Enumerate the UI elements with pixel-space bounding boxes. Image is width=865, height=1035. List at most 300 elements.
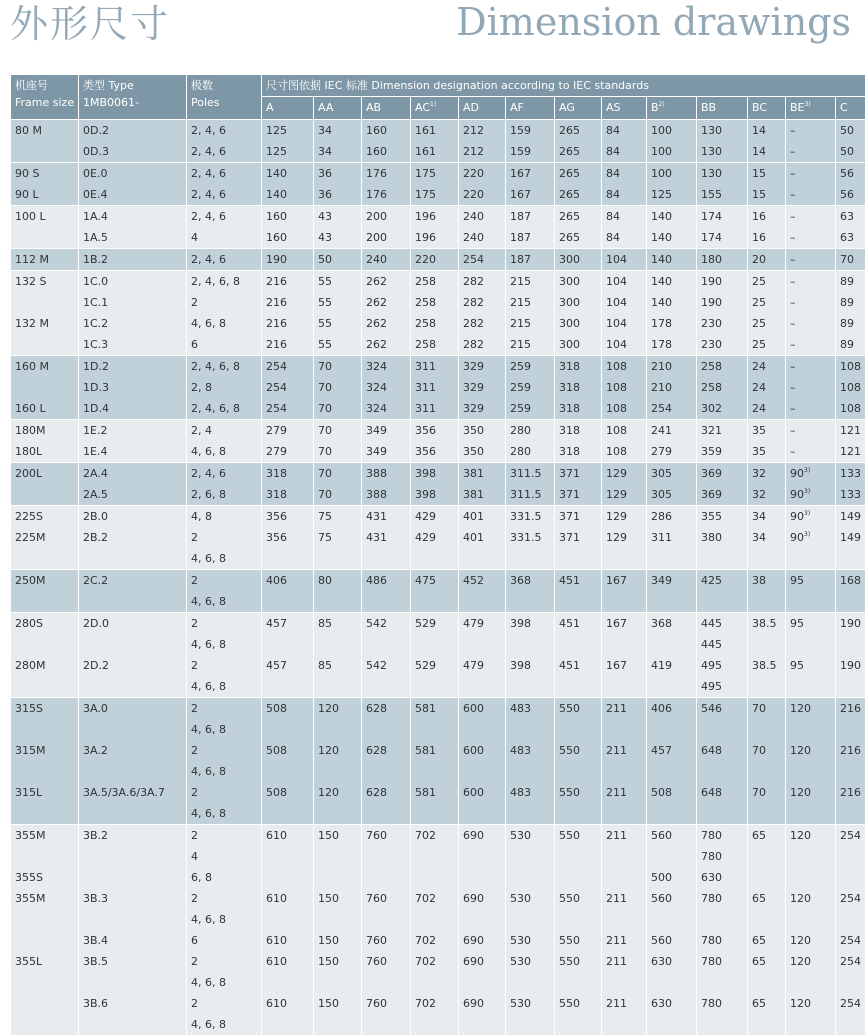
dimension-cell-ag <box>555 249 602 271</box>
dimension-value: 55 <box>318 275 332 288</box>
dimension-value: 100 <box>651 124 672 137</box>
dimension-cell-a <box>262 227 314 249</box>
table-row <box>11 1014 865 1035</box>
dimension-value: 318 <box>559 381 580 394</box>
page-title-chinese: 外形尺寸 <box>10 0 170 48</box>
dimension-cell-ab <box>362 506 411 528</box>
dimension-value: 282 <box>463 317 484 330</box>
type-cell <box>79 1014 187 1035</box>
dimension-cell-ag <box>555 740 602 761</box>
dimension-cell-b <box>647 249 697 271</box>
frame-size-cell: 315M <box>11 740 79 761</box>
dimension-value: 630 <box>651 955 672 968</box>
dimension-cell-af <box>506 206 555 228</box>
dimension-cell-c <box>836 951 865 972</box>
dimension-cell-ad <box>459 206 506 228</box>
type-cell <box>79 846 187 867</box>
dimension-value: 20 <box>752 253 766 266</box>
dimension-value: 15 <box>752 167 766 180</box>
dimension-value: 167 <box>606 617 627 630</box>
dimension-cell-as <box>602 761 647 782</box>
dimension-value: 258 <box>701 381 722 394</box>
dimension-value: 311.5 <box>510 488 542 501</box>
dimension-value: 240 <box>463 210 484 223</box>
frame-size-cell: 315S <box>11 698 79 720</box>
poles-cell: 2, 4, 6, 8 <box>187 271 262 293</box>
dimension-value: 550 <box>559 934 580 947</box>
dimension-value: 321 <box>701 424 722 437</box>
dimension-value: 311.5 <box>510 467 542 480</box>
type-cell: 3B.5 <box>79 951 187 972</box>
dimension-cell-be <box>786 655 836 676</box>
dimension-cell-af <box>506 570 555 592</box>
dimension-value: 452 <box>463 574 484 587</box>
dimension-cell-ag <box>555 591 602 613</box>
dimension-cell-bb <box>697 993 748 1014</box>
dimension-cell-ad <box>459 698 506 720</box>
dimension-value: 529 <box>415 659 436 672</box>
dimension-cell-ac <box>411 888 459 909</box>
dimension-cell-a <box>262 591 314 613</box>
dimension-value: 70 <box>318 360 332 373</box>
dimension-cell-be <box>786 676 836 698</box>
dimension-value: 431 <box>366 510 387 523</box>
dimension-value: 380 <box>701 531 722 544</box>
dimension-cell-ad <box>459 1014 506 1035</box>
column-header-as <box>602 97 647 120</box>
table-row <box>11 740 865 761</box>
dimension-cell-ac <box>411 313 459 334</box>
dimension-value: 530 <box>510 892 531 905</box>
dimension-cell-c <box>836 441 865 463</box>
dimension-value: 167 <box>510 167 531 180</box>
poles-header <box>187 75 262 120</box>
dimension-value: 254 <box>840 997 861 1010</box>
dimension-cell-a <box>262 184 314 206</box>
column-header-label: BB <box>701 101 716 114</box>
dimension-cell-bb <box>697 249 748 271</box>
dimension-value: 254 <box>840 955 861 968</box>
dimension-cell-ag <box>555 120 602 142</box>
dimension-value: 38.5 <box>752 617 777 630</box>
dimension-cell-bc <box>748 613 786 635</box>
dimension-value: 254 <box>266 381 287 394</box>
dimension-cell-as <box>602 591 647 613</box>
dimension-value: 282 <box>463 275 484 288</box>
dimension-cell-c <box>836 527 865 548</box>
dimension-cell-a <box>262 613 314 635</box>
dimension-value: 431 <box>366 531 387 544</box>
dimension-value: 282 <box>463 338 484 351</box>
dimension-cell-bc <box>748 634 786 655</box>
column-header-label: BE <box>790 101 805 114</box>
dimension-cell-af <box>506 420 555 442</box>
dimension-cell-b <box>647 227 697 249</box>
column-header-label: C <box>840 101 848 114</box>
poles-cell: 2, 4, 6 <box>187 184 262 206</box>
dimension-cell-aa <box>314 782 362 803</box>
frame-size-cell: 132 S <box>11 271 79 293</box>
dimension-value: 84 <box>606 145 620 158</box>
dimension-value: 550 <box>559 955 580 968</box>
type-cell: 1A.5 <box>79 227 187 249</box>
dimension-cell-a <box>262 782 314 803</box>
dimension-value: 240 <box>463 231 484 244</box>
dimension-cell-as <box>602 909 647 930</box>
frame-group <box>11 825 865 1035</box>
dimension-cell-be <box>786 141 836 163</box>
dimension-value: 324 <box>366 402 387 415</box>
column-header-ag <box>555 97 602 120</box>
dimension-value: 120 <box>318 744 339 757</box>
dimension-value: 178 <box>651 338 672 351</box>
dimension-value: – <box>790 402 796 415</box>
table-row <box>11 570 865 592</box>
dimension-cell-aa <box>314 951 362 972</box>
dimension-cell-ac <box>411 676 459 698</box>
dimension-value: 178 <box>651 317 672 330</box>
poles-cell: 4, 6, 8 <box>187 634 262 655</box>
type-cell: 2B.0 <box>79 506 187 528</box>
dimension-cell-b <box>647 846 697 867</box>
dimension-cell-af <box>506 1014 555 1035</box>
dimension-value: 80 <box>318 574 332 587</box>
dimension-value: 220 <box>463 188 484 201</box>
dimension-value: 780 <box>701 892 722 905</box>
table-row <box>11 803 865 825</box>
dimension-cell-aa <box>314 591 362 613</box>
dimension-cell-a <box>262 909 314 930</box>
dimension-cell-c <box>836 484 865 506</box>
dimension-cell-a <box>262 206 314 228</box>
dimension-cell-af <box>506 846 555 867</box>
dimension-value: 240 <box>366 253 387 266</box>
dimension-value: 70 <box>318 467 332 480</box>
frame-size-cell: 112 M <box>11 249 79 271</box>
dimension-cell-be <box>786 398 836 420</box>
dimension-cell-aa <box>314 398 362 420</box>
dimension-cell-ab <box>362 655 411 676</box>
dimension-value: 690 <box>463 892 484 905</box>
dimension-cell-ad <box>459 972 506 993</box>
dimension-cell-a <box>262 761 314 782</box>
type-cell: 0E.0 <box>79 163 187 185</box>
table-row <box>11 676 865 698</box>
dimension-value: 530 <box>510 955 531 968</box>
dimension-value: 401 <box>463 510 484 523</box>
table-row <box>11 825 865 847</box>
table-row <box>11 141 865 163</box>
poles-cell: 2 <box>187 613 262 635</box>
dimension-cell-ab <box>362 271 411 293</box>
dimension-cell-be <box>786 719 836 740</box>
dimension-value: 369 <box>701 467 722 480</box>
table-row <box>11 548 865 570</box>
dimension-cell-bc <box>748 930 786 951</box>
dimension-cell-c <box>836 993 865 1014</box>
dimension-cell-ag <box>555 163 602 185</box>
dimension-cell-ac <box>411 334 459 356</box>
dimension-cell-as <box>602 292 647 313</box>
dimension-cell-ag <box>555 655 602 676</box>
table-row <box>11 867 865 888</box>
column-header-label: AG <box>559 101 575 114</box>
column-header-be <box>786 97 836 120</box>
dimension-cell-aa <box>314 249 362 271</box>
column-header-ac <box>411 97 459 120</box>
dimension-value: 356 <box>266 531 287 544</box>
dimension-cell-c <box>836 761 865 782</box>
dimension-cell-b <box>647 420 697 442</box>
dimension-value: 125 <box>266 124 287 137</box>
dimension-value: 120 <box>790 702 811 715</box>
poles-cell: 2, 6, 8 <box>187 484 262 506</box>
poles-cell: 2 <box>187 782 262 803</box>
dimension-cell-bb <box>697 441 748 463</box>
frame-group <box>11 356 865 420</box>
column-header-bc <box>748 97 786 120</box>
dimension-cell-as <box>602 846 647 867</box>
frame-size-cell <box>11 227 79 249</box>
dimension-value: 100 <box>651 145 672 158</box>
dimension-cell-c <box>836 888 865 909</box>
dimension-cell-as <box>602 719 647 740</box>
dimension-cell-bb <box>697 803 748 825</box>
dimension-value: 368 <box>510 574 531 587</box>
dimension-cell-aa <box>314 484 362 506</box>
dimension-value: 311 <box>415 402 436 415</box>
dimension-value: 259 <box>510 360 531 373</box>
dimension-value: 125 <box>266 145 287 158</box>
dimension-cell-c <box>836 740 865 761</box>
dimension-cell-ab <box>362 377 411 398</box>
frame-size-cell <box>11 972 79 993</box>
dimension-cell-ac <box>411 292 459 313</box>
dimension-value: 475 <box>415 574 436 587</box>
dimension-value: 90 <box>790 531 804 544</box>
dimension-cell-ab <box>362 227 411 249</box>
dimension-value: 690 <box>463 955 484 968</box>
dimension-cell-bb <box>697 463 748 485</box>
type-cell: 3A.5/3A.6/3A.7 <box>79 782 187 803</box>
dimension-value: 120 <box>790 892 811 905</box>
dimension-value: 38.5 <box>752 659 777 672</box>
dimension-value: 120 <box>790 997 811 1010</box>
dimension-cell-ad <box>459 527 506 548</box>
dimension-cell-ab <box>362 484 411 506</box>
dimension-cell-b <box>647 888 697 909</box>
dimension-value: 780 <box>701 955 722 968</box>
type-header <box>79 75 187 120</box>
dimension-value: 610 <box>266 955 287 968</box>
type-cell: 2B.2 <box>79 527 187 548</box>
frame-size-cell: 160 L <box>11 398 79 420</box>
dimension-value: 530 <box>510 997 531 1010</box>
table-row <box>11 972 865 993</box>
dimension-cell-bc <box>748 163 786 185</box>
dimension-cell-aa <box>314 356 362 378</box>
dimension-cell-ab <box>362 676 411 698</box>
dimension-cell-be <box>786 334 836 356</box>
dimension-cell-af <box>506 334 555 356</box>
dimension-cell-a <box>262 398 314 420</box>
dimension-cell-ab <box>362 719 411 740</box>
dimension-cell-ag <box>555 972 602 993</box>
dimension-cell-ab <box>362 888 411 909</box>
column-header-label: BC <box>752 101 767 114</box>
dimension-cell-a <box>262 420 314 442</box>
dimension-cell-c <box>836 803 865 825</box>
dimension-value: 120 <box>318 702 339 715</box>
dimension-cell-ag <box>555 719 602 740</box>
dimension-value: 542 <box>366 617 387 630</box>
dimension-cell-bc <box>748 313 786 334</box>
poles-cell: 4, 6, 8 <box>187 909 262 930</box>
dimension-value: 108 <box>606 381 627 394</box>
dimension-cell-b <box>647 993 697 1014</box>
dimension-cell-a <box>262 313 314 334</box>
dimension-value: 150 <box>318 934 339 947</box>
dimension-value: 356 <box>415 445 436 458</box>
frame-group <box>11 698 865 825</box>
dimension-value: 265 <box>559 231 580 244</box>
dimension-cell-be <box>786 184 836 206</box>
dimension-value: – <box>790 317 796 330</box>
dimension-cell-b <box>647 548 697 570</box>
frame-size-cell: 180M <box>11 420 79 442</box>
dimension-value: 628 <box>366 786 387 799</box>
dimension-value: 100 <box>651 167 672 180</box>
dimension-value: 108 <box>840 381 861 394</box>
dimension-cell-ag <box>555 846 602 867</box>
table-row <box>11 888 865 909</box>
frame-size-cell: 315L <box>11 782 79 803</box>
dimension-value: 259 <box>510 381 531 394</box>
footnote-marker: 2) <box>659 101 665 108</box>
dimension-cell-c <box>836 719 865 740</box>
dimension-value: 65 <box>752 955 766 968</box>
dimension-cell-a <box>262 803 314 825</box>
dimension-cell-ac <box>411 506 459 528</box>
table-row <box>11 634 865 655</box>
dimension-cell-be <box>786 463 836 485</box>
frame-size-cell: 90 L <box>11 184 79 206</box>
type-cell: 1D.3 <box>79 377 187 398</box>
dimension-value: 500 <box>651 871 672 884</box>
poles-cell: 2, 8 <box>187 377 262 398</box>
dimension-cell-ab <box>362 356 411 378</box>
dimension-cell-c <box>836 271 865 293</box>
dimension-cell-a <box>262 377 314 398</box>
dimension-cell-ab <box>362 163 411 185</box>
column-header-label: AB <box>366 101 381 114</box>
dimension-value: 259 <box>510 402 531 415</box>
dimension-cell-b <box>647 698 697 720</box>
table-row <box>11 313 865 334</box>
column-header-label: AA <box>318 101 333 114</box>
dimension-value: 55 <box>318 338 332 351</box>
dimension-cell-be <box>786 846 836 867</box>
table-row <box>11 463 865 485</box>
table-row <box>11 951 865 972</box>
dimension-cell-bb <box>697 356 748 378</box>
dimension-cell-ag <box>555 676 602 698</box>
dimension-value: 349 <box>651 574 672 587</box>
dimension-cell-ab <box>362 184 411 206</box>
dimension-cell-ac <box>411 398 459 420</box>
dimension-cell-aa <box>314 972 362 993</box>
dimension-value: 196 <box>415 231 436 244</box>
dimension-value: – <box>790 188 796 201</box>
dimension-cell-b <box>647 206 697 228</box>
dimension-value: 50 <box>318 253 332 266</box>
dimension-cell-c <box>836 227 865 249</box>
dimension-cell-c <box>836 463 865 485</box>
dimension-cell-a <box>262 163 314 185</box>
dimension-cell-aa <box>314 206 362 228</box>
dimension-value: 630 <box>651 997 672 1010</box>
dimension-cell-ac <box>411 782 459 803</box>
dimension-value: 155 <box>701 188 722 201</box>
dimension-cell-ac <box>411 761 459 782</box>
dimension-value: 211 <box>606 702 627 715</box>
dimension-cell-bc <box>748 867 786 888</box>
type-cell: 0D.2 <box>79 120 187 142</box>
dimension-value: 381 <box>463 467 484 480</box>
dimension-cell-af <box>506 463 555 485</box>
dimension-value: 65 <box>752 829 766 842</box>
dimension-value: 300 <box>559 296 580 309</box>
dimension-value: 368 <box>651 617 672 630</box>
dimension-cell-ad <box>459 249 506 271</box>
dimension-cell-be <box>786 951 836 972</box>
dimension-cell-ab <box>362 698 411 720</box>
dimension-cell-ag <box>555 993 602 1014</box>
dimension-cell-b <box>647 972 697 993</box>
dimension-value: 212 <box>463 145 484 158</box>
dimension-value: 210 <box>651 360 672 373</box>
dimension-value: 311 <box>415 381 436 394</box>
dimension-cell-as <box>602 570 647 592</box>
dimension-cell-ag <box>555 506 602 528</box>
dimension-cell-bc <box>748 972 786 993</box>
dimension-cell-a <box>262 249 314 271</box>
dimension-cell-bc <box>748 206 786 228</box>
dimension-value: 211 <box>606 829 627 842</box>
dimension-cell-ag <box>555 803 602 825</box>
type-cell: 3B.4 <box>79 930 187 951</box>
dimension-cell-ad <box>459 398 506 420</box>
dimension-cell-be <box>786 441 836 463</box>
dimension-cell-ag <box>555 570 602 592</box>
dimension-cell-aa <box>314 271 362 293</box>
dimension-value: – <box>790 210 796 223</box>
dimension-value: 129 <box>606 488 627 501</box>
type-cell: 1D.4 <box>79 398 187 420</box>
frame-group <box>11 206 865 249</box>
frame-size-header-en: Frame size <box>15 96 74 109</box>
dimension-value: 211 <box>606 744 627 757</box>
table-row <box>11 909 865 930</box>
dimension-value: 356 <box>415 424 436 437</box>
dimension-cell-aa <box>314 548 362 570</box>
dimension-value: 55 <box>318 317 332 330</box>
dimension-value: 371 <box>559 488 580 501</box>
dimension-value: – <box>790 145 796 158</box>
frame-group <box>11 163 865 206</box>
dimension-cell-ab <box>362 782 411 803</box>
dimension-value: – <box>790 381 796 394</box>
